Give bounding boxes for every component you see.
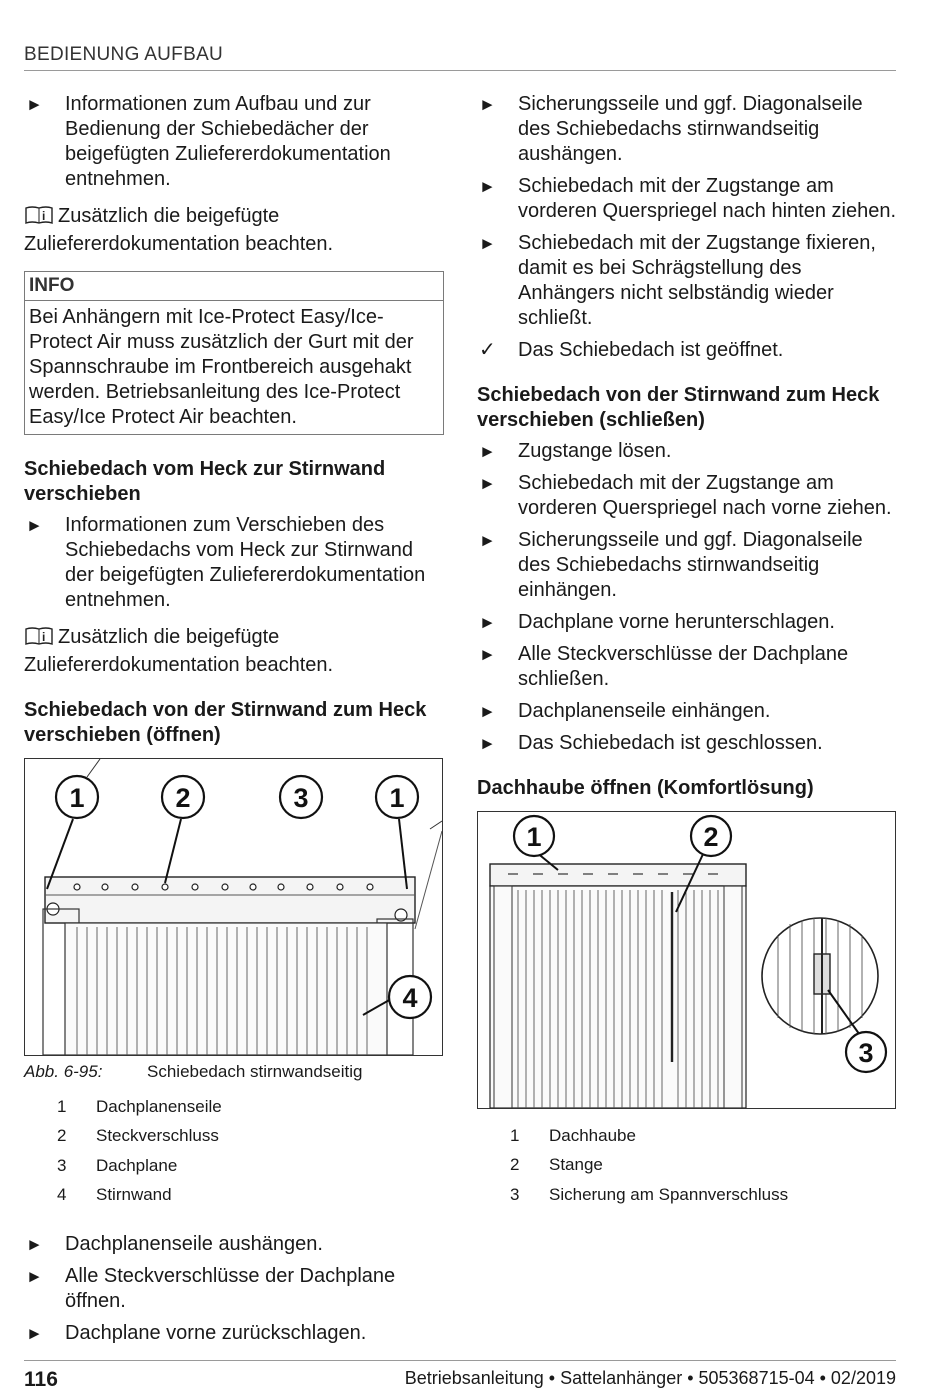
legend-row: 3 Dachplane: [57, 1155, 178, 1175]
list-item: [24, 92, 444, 192]
book-info-icon: [24, 626, 54, 653]
svg-text:i: i: [42, 209, 46, 223]
right-column: [477, 92, 897, 1232]
legend-row: 1 Dachplanenseile: [57, 1096, 222, 1116]
list-item: [477, 231, 897, 331]
legend-row: 4 Stirnwand: [57, 1185, 172, 1205]
list-item: [477, 699, 897, 724]
step-text: Dachplane vorne herunterschlagen.: [518, 611, 835, 633]
list-item: [477, 528, 897, 603]
arrow-right-icon: ►: [479, 234, 496, 253]
step-text: Informationen zum Verschieben des Schiebedachs vom Heck zur Stirnwand der beigefügten Zuliefererdokumentation entnehmen.: [65, 514, 426, 611]
section-heading: Dachhaube öffnen (Komfortlösung): [477, 777, 814, 799]
step-text: Schiebedach mit der Zugstange fixieren, damit es bei Schrägstellung des Anhängers nicht selbständig wieder schließt.: [518, 232, 876, 329]
info-title: INFO: [25, 272, 443, 301]
step-text: Dachplanenseile aushängen.: [65, 1233, 323, 1255]
arrow-right-icon: ►: [479, 177, 496, 196]
svg-text:i: i: [42, 630, 46, 644]
callout-label: 1: [526, 822, 542, 852]
list-item: [24, 1232, 444, 1257]
checkmark-icon: ✓: [479, 339, 496, 361]
list-item: [24, 513, 444, 613]
note: [24, 625, 444, 678]
section-heading: Schiebedach von der Stirnwand zum Heck verschieben (öffnen): [24, 699, 427, 746]
figure-roof-hood: [477, 811, 896, 1109]
step-text: Sicherungsseile und ggf. Diagonalseile des Schiebedachs stirnwandseitig einhängen.: [518, 529, 863, 601]
step-text: Dachplane vorne zurückschlagen.: [65, 1322, 367, 1344]
list-item: [477, 439, 897, 464]
arrow-right-icon: ►: [479, 442, 496, 461]
sliding-roof-illustration: [25, 759, 442, 1055]
step-text: Alle Steckverschlüsse der Dachplane schließen.: [518, 643, 849, 690]
note: [24, 204, 444, 257]
figure-legend: [477, 1121, 897, 1210]
step-text: Informationen zum Aufbau und zur Bedienung der Schiebedächer der beigefügten Zuliefererdokumentation entnehmen.: [65, 93, 391, 190]
note-text: Zusätzlich die beigefügte Zuliefererdokumentation beachten.: [24, 205, 334, 255]
page-header: BEDIENUNG AUFBAU: [24, 44, 896, 71]
figure-title: Schiebedach stirnwandseitig: [147, 1062, 363, 1081]
page-number: 116: [24, 1368, 58, 1391]
list-item: [477, 174, 897, 224]
list-item: [477, 338, 897, 363]
arrow-right-icon: ►: [26, 516, 43, 535]
figure-legend: [24, 1092, 444, 1210]
list-item: [477, 92, 897, 167]
arrow-right-icon: ►: [26, 1235, 43, 1254]
list-item: [477, 642, 897, 692]
legend-row: 3 Sicherung am Spannverschluss: [510, 1184, 789, 1204]
arrow-right-icon: ►: [26, 95, 43, 114]
list-item: [477, 731, 897, 756]
figure-number: Abb. 6-95:: [24, 1062, 103, 1081]
info-text: Bei Anhängern mit Ice-Protect Easy/Ice-Protect Air muss zusätzlich der Gurt mit der Spannschraube im Frontbereich ausgehakt werden. Betriebsanleitung des Ice-Protect Easy/Ice Protect Air beachten.: [29, 306, 414, 428]
arrow-right-icon: ►: [479, 734, 496, 753]
book-info-icon: [24, 205, 54, 232]
arrow-right-icon: ►: [479, 95, 496, 114]
info-box: [24, 271, 444, 435]
arrow-right-icon: ►: [479, 474, 496, 493]
document-info: Betriebsanleitung • Sattelanhänger • 505368715-04 • 02/2019: [404, 1368, 896, 1388]
left-column: [24, 92, 444, 1353]
callout-label: 3: [293, 783, 309, 813]
step-text: Dachplanenseile einhängen.: [518, 700, 771, 722]
legend-row: 1 Dachhaube: [510, 1125, 636, 1145]
step-text: Zugstange lösen.: [518, 440, 672, 462]
list-item: [477, 610, 897, 635]
figure-front-wall-sliding-roof: [24, 758, 443, 1056]
note-text: Zusätzlich die beigefügte Zuliefererdokumentation beachten.: [24, 626, 334, 676]
arrow-right-icon: ►: [479, 613, 496, 632]
list-item: [24, 1264, 444, 1314]
arrow-right-icon: ►: [479, 645, 496, 664]
section-heading: Schiebedach von der Stirnwand zum Heck verschieben (schließen): [477, 384, 880, 431]
arrow-right-icon: ►: [26, 1324, 43, 1343]
arrow-right-icon: ►: [479, 531, 496, 550]
callout-label: 4: [402, 983, 418, 1013]
callout-label: 3: [858, 1038, 874, 1068]
footer-divider: [24, 1360, 896, 1361]
step-text: Schiebedach mit der Zugstange am vorderen Querspriegel nach vorne ziehen.: [518, 472, 892, 519]
arrow-right-icon: ►: [26, 1267, 43, 1286]
callout-label: 2: [703, 822, 719, 852]
step-text: Sicherungsseile und ggf. Diagonalseile des Schiebedachs stirnwandseitig aushängen.: [518, 93, 863, 165]
roof-hood-illustration: [478, 812, 895, 1108]
section-heading: Schiebedach vom Heck zur Stirnwand verschieben: [24, 458, 386, 505]
callout-label: 1: [69, 783, 85, 813]
step-text: Alle Steckverschlüsse der Dachplane öffnen.: [65, 1265, 396, 1312]
list-item: [24, 1321, 444, 1346]
step-text: Das Schiebedach ist geschlossen.: [518, 732, 823, 754]
step-text: Schiebedach mit der Zugstange am vorderen Querspriegel nach hinten ziehen.: [518, 175, 897, 222]
result-text: Das Schiebedach ist geöffnet.: [518, 339, 784, 361]
list-item: [477, 471, 897, 521]
callout-label: 2: [175, 783, 191, 813]
arrow-right-icon: ►: [479, 702, 496, 721]
figure-caption: [24, 1062, 444, 1082]
legend-row: 2 Stange: [510, 1155, 603, 1175]
legend-row: 2 Steckverschluss: [57, 1126, 219, 1146]
callout-label: 1: [389, 783, 405, 813]
